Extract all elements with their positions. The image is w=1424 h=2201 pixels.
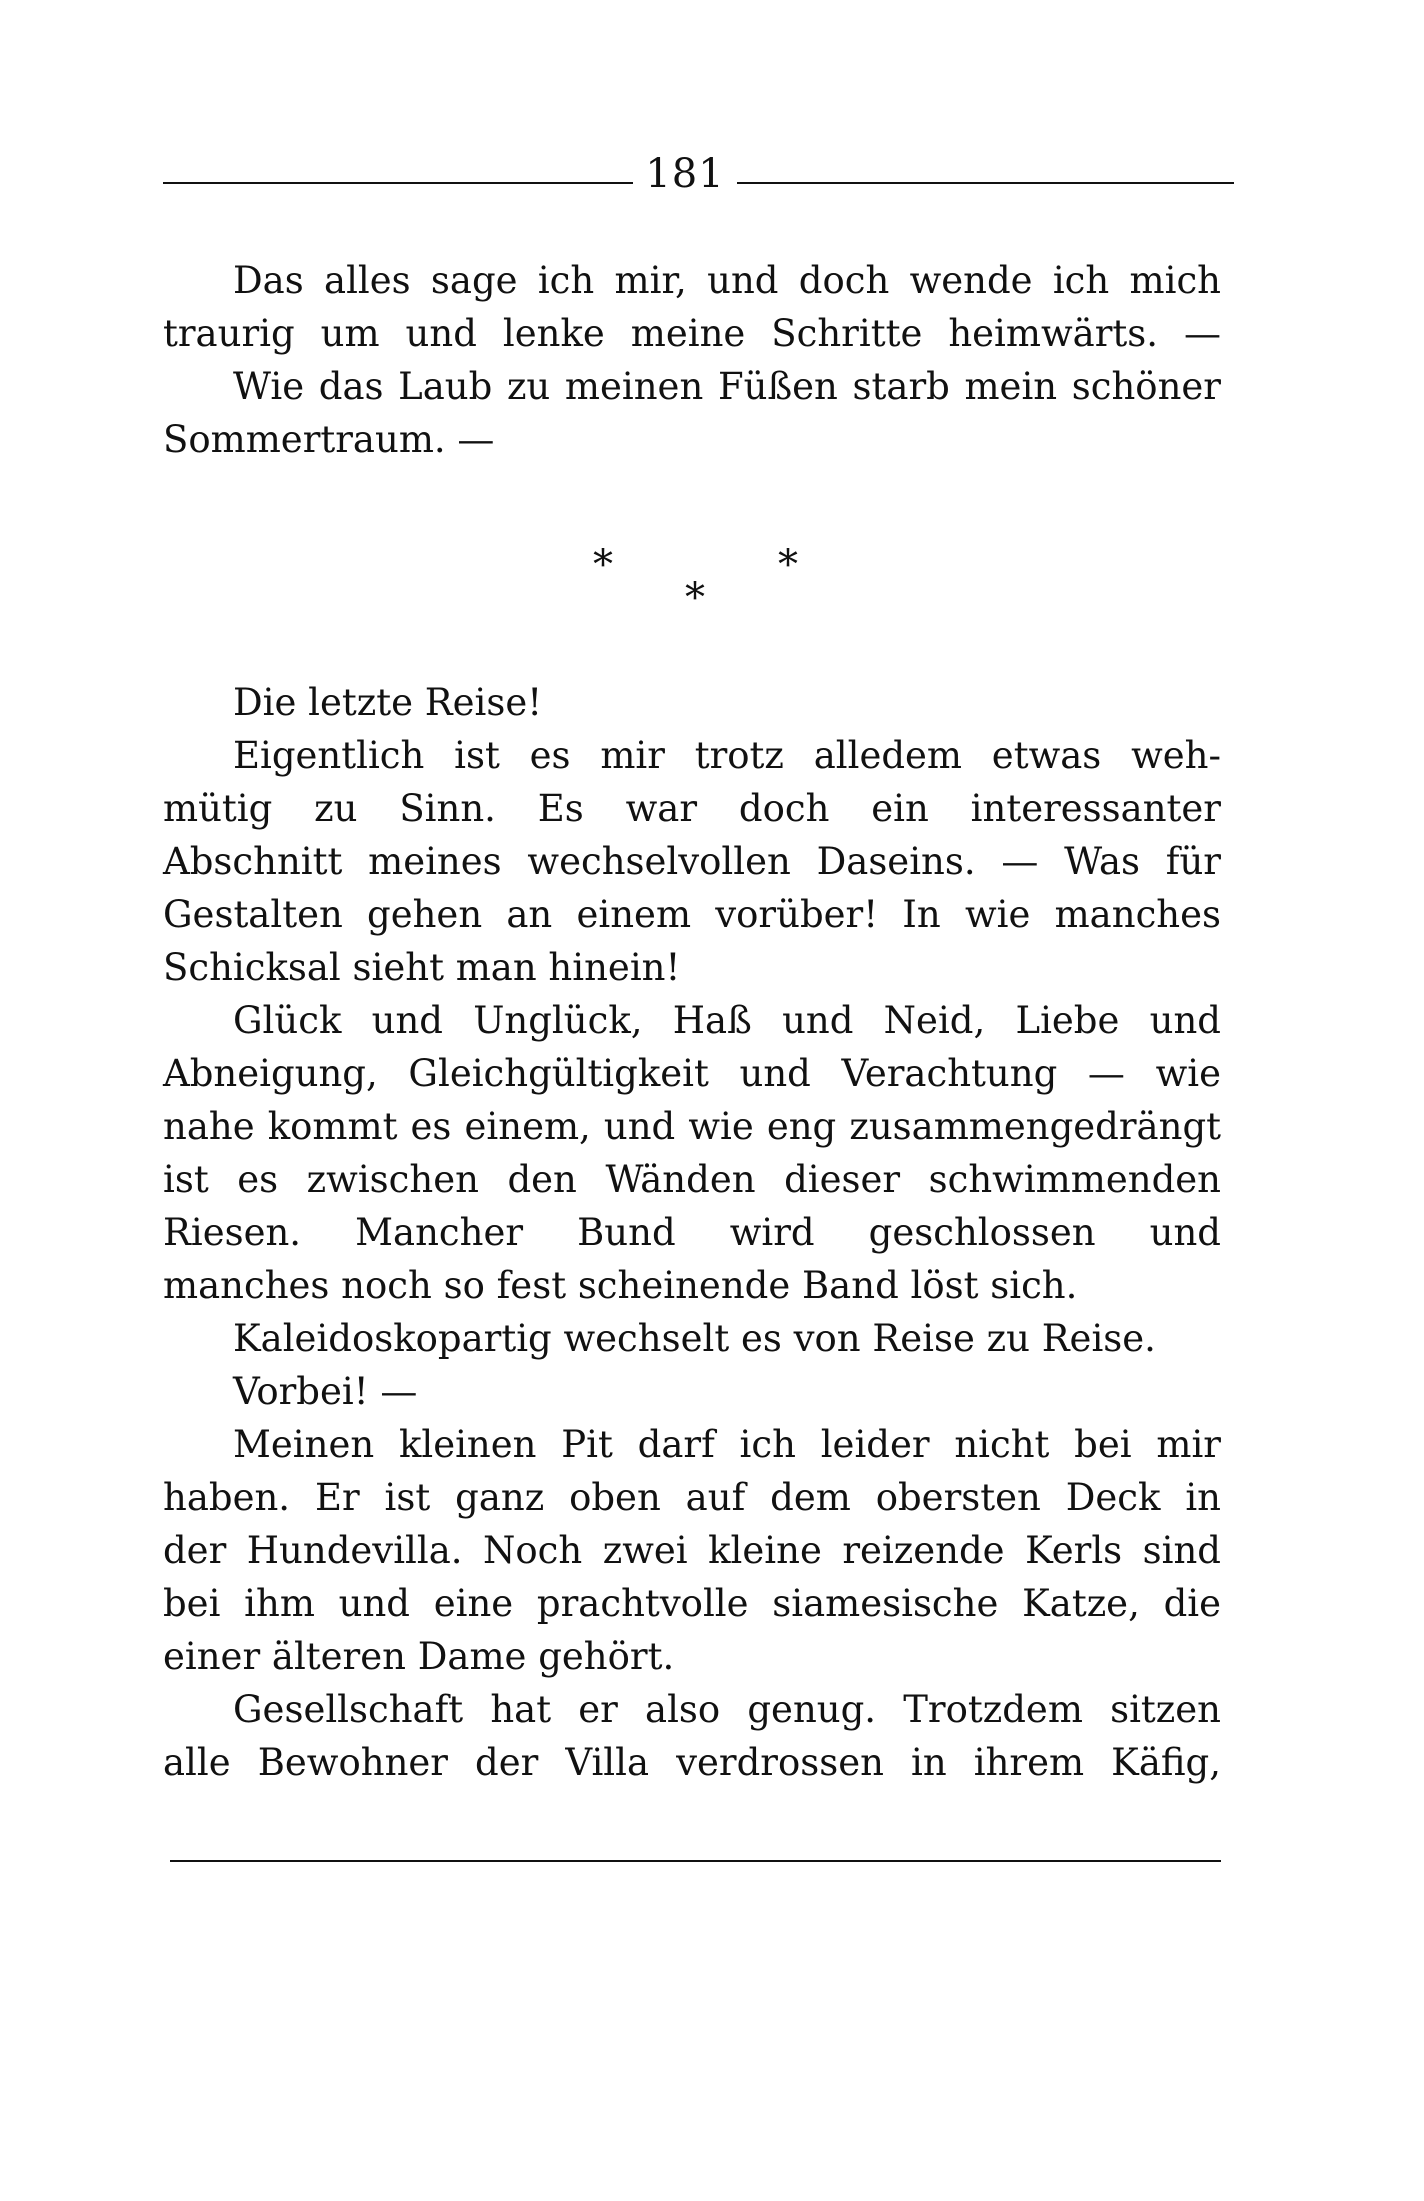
opening-paragraph bbox=[163, 254, 1221, 466]
text-line: Vorbei! — bbox=[233, 1370, 418, 1413]
text-line: Sommertraum. — bbox=[163, 418, 495, 461]
text-line: Gesellschaft hat er also genug. Trotzdem sitzen bbox=[233, 1688, 1221, 1731]
text-line: Abneigung, Gleichgültigkeit und Verachtung — wie bbox=[163, 1052, 1221, 1095]
header-rule-right bbox=[737, 182, 1234, 184]
text-line: Meinen kleinen Pit darf ich leider nicht bei mir bbox=[233, 1423, 1221, 1466]
text-line: Gestalten gehen an einem vorüber! In wie manches bbox=[163, 893, 1221, 936]
text-line: haben. Er ist ganz oben auf dem obersten Deck in bbox=[163, 1476, 1221, 1519]
text-line: nahe kommt es einem, und wie eng zusammengedrängt bbox=[163, 1105, 1221, 1148]
text-line: Kaleidoskopartig wechselt es von Reise zu Reise. bbox=[233, 1317, 1156, 1360]
text-line: Glück und Unglück, Haß und Neid, Liebe und bbox=[233, 999, 1221, 1042]
text-line: Wie das Laub zu meinen Füßen starb mein schöner bbox=[233, 365, 1221, 408]
text-line: alle Bewohner der Villa verdrossen in ihrem Käfig, bbox=[163, 1741, 1221, 1784]
text-line: Riesen. Mancher Bund wird geschlossen und bbox=[163, 1211, 1221, 1254]
text-line: Das alles sage ich mir, und doch wende ich mich bbox=[233, 259, 1221, 302]
text-line: traurig um und lenke meine Schritte heimwärts. — bbox=[163, 312, 1221, 355]
asterisk-divider-left: * bbox=[593, 542, 613, 588]
text-line: Schicksal sieht man hinein! bbox=[163, 946, 681, 989]
page-number: 181 bbox=[645, 151, 725, 197]
text-line: manches noch so fest scheinende Band löst sich. bbox=[163, 1264, 1078, 1307]
section-body bbox=[163, 676, 1221, 1789]
section-title: Die letzte Reise! bbox=[233, 681, 543, 724]
header-rule-left bbox=[163, 182, 633, 184]
text-line: der Hundevilla. Noch zwei kleine reizende Kerls sind bbox=[163, 1529, 1221, 1572]
text-line: Eigentlich ist es mir trotz alledem etwas weh- bbox=[233, 734, 1221, 777]
text-line: mütig zu Sinn. Es war doch ein interessanter bbox=[163, 787, 1221, 830]
text-line: Abschnitt meines wechselvollen Daseins. — Was für bbox=[163, 840, 1221, 883]
text-line: ist es zwischen den Wänden dieser schwimmenden bbox=[163, 1158, 1221, 1201]
asterisk-divider-right: * bbox=[778, 542, 798, 588]
text-line: einer älteren Dame gehört. bbox=[163, 1635, 675, 1678]
text-line: bei ihm und eine prachtvolle siamesische Katze, die bbox=[163, 1582, 1221, 1625]
asterisk-divider-center: * bbox=[685, 575, 705, 621]
footer-rule bbox=[170, 1860, 1221, 1862]
